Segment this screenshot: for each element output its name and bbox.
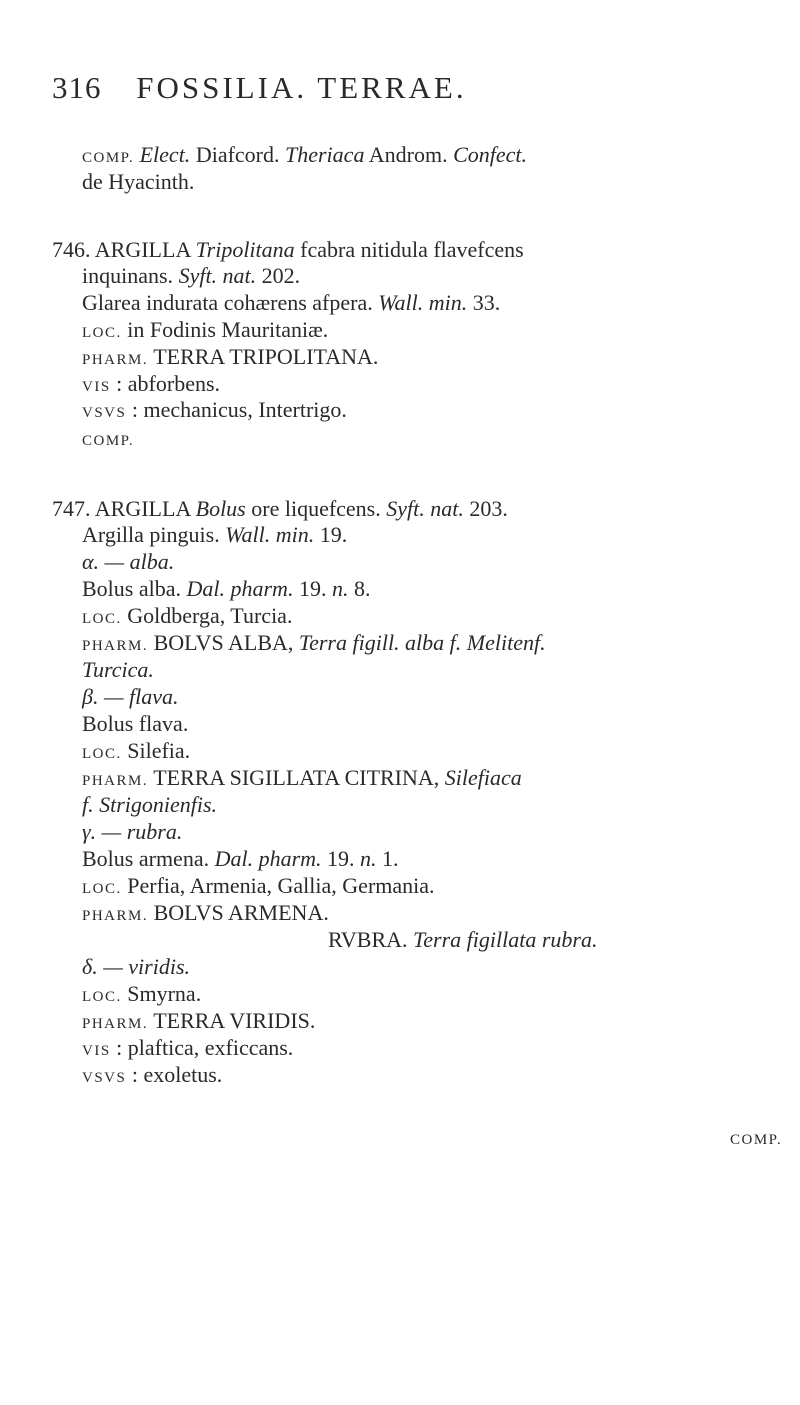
- section-label: PHARM.: [82, 352, 149, 368]
- text-line: [82, 1037, 293, 1059]
- text-span: Diafcord.: [190, 142, 285, 167]
- section-label: VIS: [82, 379, 111, 395]
- text-span: Terra figill. alba f. Melitenf.: [298, 630, 546, 655]
- text-line: [82, 983, 201, 1005]
- text-span: Silefiaca: [444, 765, 522, 790]
- text-span: Bolus flava.: [82, 711, 189, 736]
- text-span: inquinans.: [82, 263, 179, 288]
- text-span: Syft. nat.: [386, 496, 464, 521]
- text-span: Bolus armena.: [82, 846, 215, 871]
- text-line: [82, 399, 347, 421]
- text-span: TERRA SIGILLATA CITRINA,: [148, 765, 445, 790]
- text-line: [82, 144, 527, 166]
- variety-heading: [82, 686, 179, 708]
- text-line: [82, 578, 370, 600]
- text-span: in Fodinis Mauritaniæ.: [121, 317, 329, 342]
- text-line: [82, 373, 220, 395]
- text-span: 202.: [256, 263, 301, 288]
- text-line: [82, 1064, 222, 1086]
- section-label: LOC.: [82, 611, 122, 627]
- text-span: Glarea indurata cohærens afpera.: [82, 290, 379, 315]
- text-span: 19.: [314, 522, 348, 547]
- text-span: Androm.: [364, 142, 454, 167]
- text-span: Silefia.: [121, 738, 191, 763]
- text-span: α. — alba.: [82, 549, 175, 574]
- section-label: COMP.: [730, 1132, 783, 1148]
- entry-heading: [52, 498, 508, 520]
- text-span: Goldberga, Turcia.: [121, 603, 293, 628]
- section-label: LOC.: [82, 881, 122, 897]
- text-span: RVBRA.: [328, 927, 414, 952]
- text-span: Bolus: [195, 496, 246, 521]
- text-span: TERRA TRIPOLITANA.: [148, 344, 379, 369]
- text-span: Wall. min.: [225, 522, 315, 547]
- text-span: 747. ARGILLA: [52, 496, 196, 521]
- text-span: : plaftica, exficcans.: [110, 1035, 294, 1060]
- text-span: n.: [331, 576, 349, 601]
- text-span: Elect.: [139, 142, 191, 167]
- text-line: [82, 632, 546, 654]
- text-line: [82, 659, 154, 681]
- text-span: Bolus alba.: [82, 576, 187, 601]
- text-line: [82, 740, 190, 762]
- section-label: PHARM.: [82, 1016, 149, 1032]
- text-span: Dal. pharm.: [214, 846, 322, 871]
- text-line: [82, 767, 522, 789]
- text-span: ore liquefcens.: [245, 496, 387, 521]
- text-line: [82, 319, 328, 341]
- text-line: [82, 524, 347, 546]
- running-title: FOSSILIA. TERRAE.: [136, 70, 467, 105]
- text-span: 33.: [467, 290, 501, 315]
- text-span: Dal. pharm.: [186, 576, 294, 601]
- text-span: Argilla pinguis.: [82, 522, 226, 547]
- text-span: de Hyacinth.: [82, 169, 195, 194]
- text-line: [328, 929, 597, 951]
- text-span: TERRA VIRIDIS.: [148, 1008, 316, 1033]
- text-span: 746. ARGILLA: [52, 237, 196, 262]
- section-label: VSVS: [82, 405, 127, 421]
- text-span: : mechanicus, Intertrigo.: [126, 397, 347, 422]
- variety-heading: [82, 956, 190, 978]
- text-span: n.: [360, 846, 377, 871]
- text-span: Wall. min.: [378, 290, 468, 315]
- text-line: [82, 346, 378, 368]
- text-line: [82, 875, 435, 897]
- text-span: 1.: [376, 846, 399, 871]
- text-span: f. Strigonienfis.: [82, 792, 218, 817]
- section-label: VSVS: [82, 1070, 127, 1086]
- text-span: 19.: [293, 576, 332, 601]
- text-line: [82, 171, 194, 193]
- text-span: fcabra nitidula flavefcens: [294, 237, 524, 262]
- text-line: [82, 265, 300, 287]
- text-line: [82, 794, 217, 816]
- text-span: Confect.: [453, 142, 528, 167]
- text-span: : exoletus.: [126, 1062, 223, 1087]
- text-span: Syft. nat.: [178, 263, 257, 288]
- section-label: COMP.: [82, 433, 135, 449]
- section-label: PHARM.: [82, 908, 149, 924]
- text-line: [82, 605, 292, 627]
- text-span: Smyrna.: [121, 981, 202, 1006]
- text-line: [82, 1010, 315, 1032]
- text-span: δ. — viridis.: [82, 954, 191, 979]
- text-span: 8.: [348, 576, 371, 601]
- entry-heading: [52, 239, 524, 261]
- text-line: [82, 292, 500, 314]
- page-header: [52, 70, 467, 106]
- text-line: [82, 427, 134, 449]
- text-span: BOLVS ARMENA.: [148, 900, 329, 925]
- text-span: 203.: [463, 496, 508, 521]
- section-label: COMP.: [82, 150, 135, 166]
- text-line: [82, 902, 329, 924]
- section-label: LOC.: [82, 989, 122, 1005]
- variety-heading: [82, 551, 174, 573]
- text-span: Theriaca: [285, 142, 365, 167]
- text-span: Terra figillata rubra.: [413, 927, 598, 952]
- section-label: LOC.: [82, 746, 122, 762]
- text-span: 19.: [321, 846, 361, 871]
- section-label: VIS: [82, 1043, 111, 1059]
- text-line: [82, 848, 399, 870]
- catchword: [730, 1126, 782, 1148]
- text-span: Perfia, Armenia, Gallia, Germania.: [121, 873, 435, 898]
- text-line: [82, 713, 188, 735]
- text-span: Tripolitana: [195, 237, 295, 262]
- text-span: γ. — rubra.: [82, 819, 183, 844]
- page-number: 316: [52, 70, 102, 105]
- text-span: Turcica.: [82, 657, 154, 682]
- section-label: PHARM.: [82, 773, 149, 789]
- variety-heading: [82, 821, 182, 843]
- text-span: : abforbens.: [110, 371, 221, 396]
- text-span: β. — flava.: [82, 684, 179, 709]
- section-label: PHARM.: [82, 638, 149, 654]
- section-label: LOC.: [82, 325, 122, 341]
- text-span: BOLVS ALBA,: [148, 630, 299, 655]
